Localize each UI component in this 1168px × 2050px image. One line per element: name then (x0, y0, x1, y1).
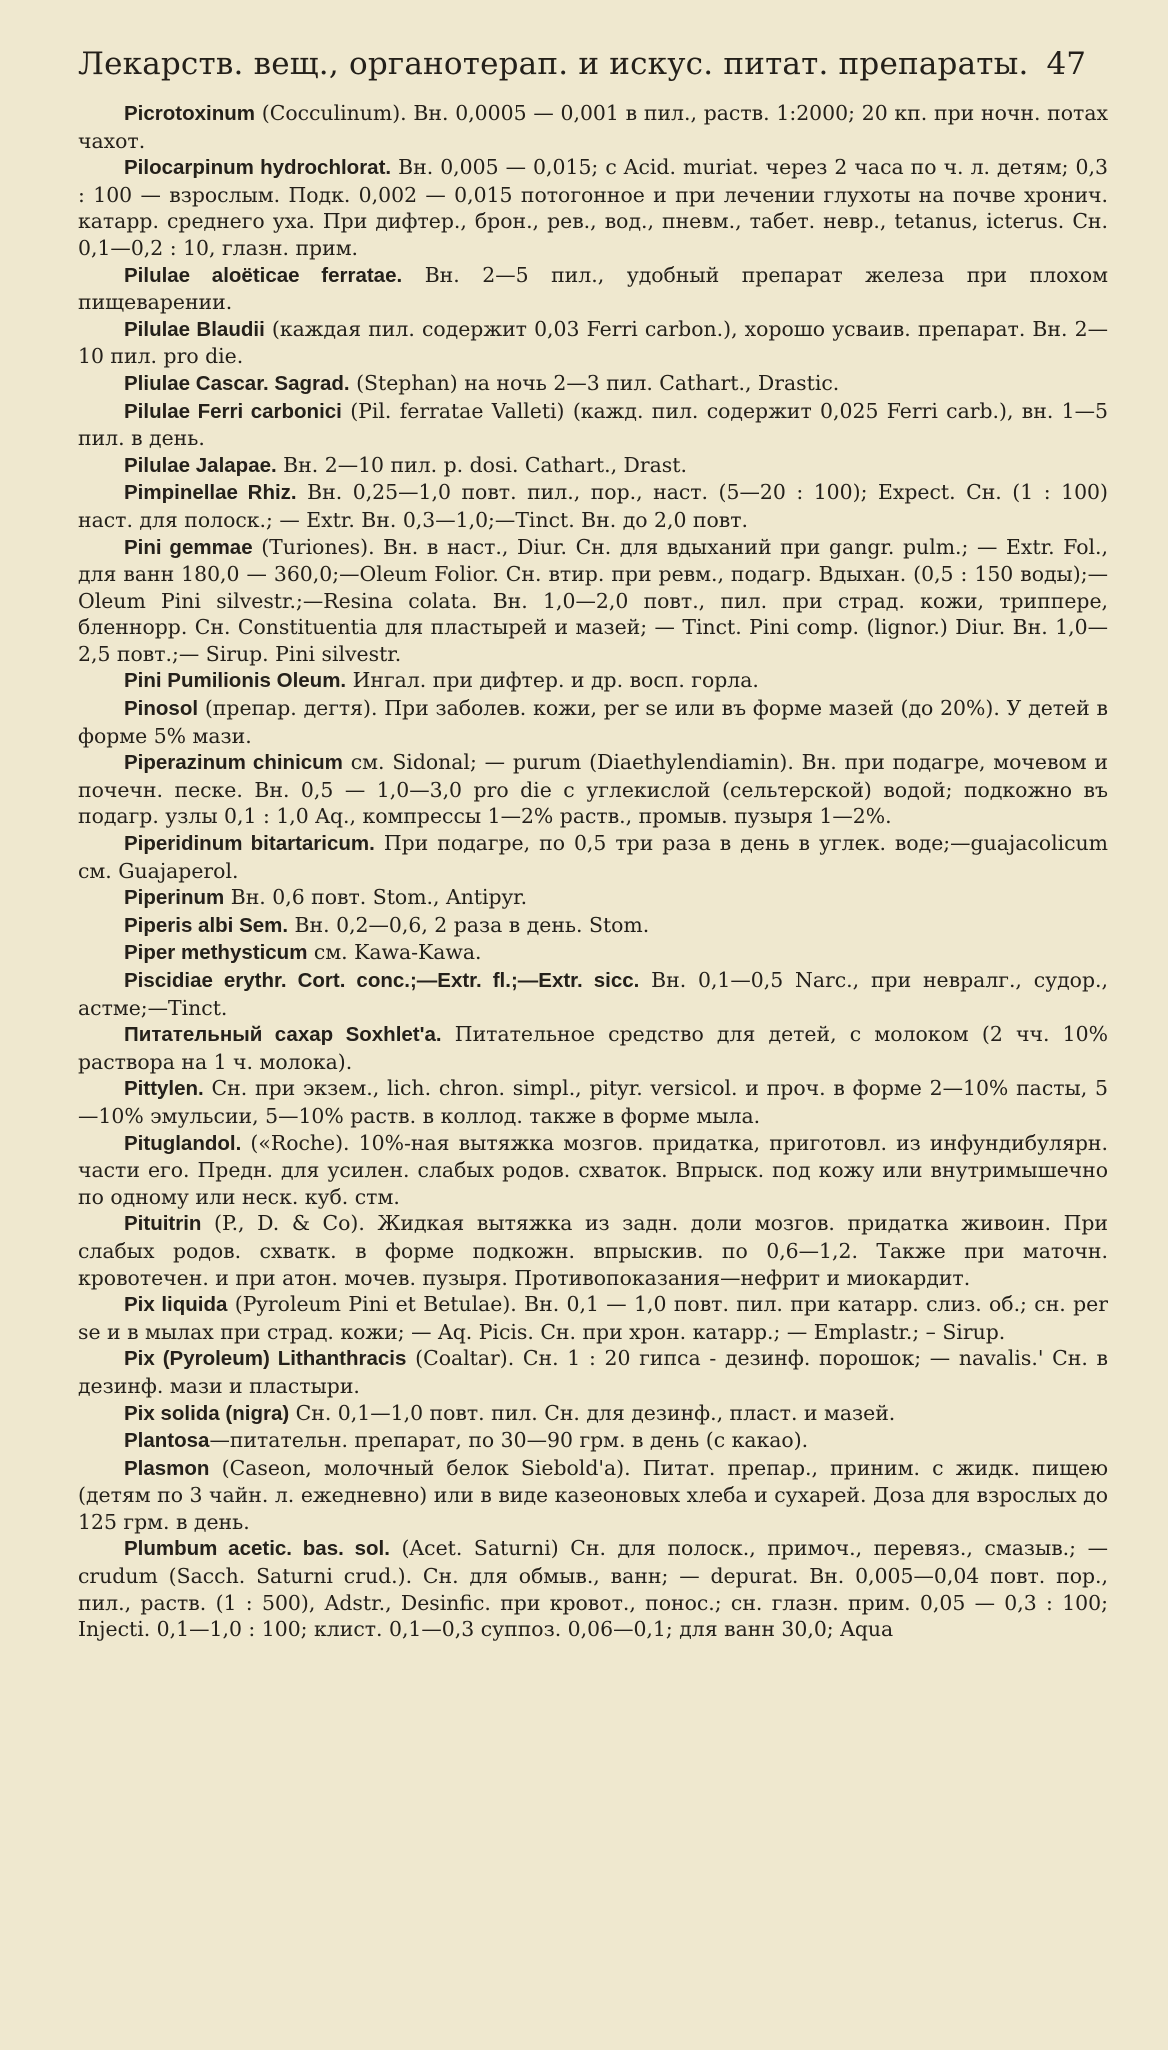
entry-text: Вн. 0,2—0,6, 2 раза в день. Stom. (288, 912, 650, 937)
entry-term: Picrotoxinum (124, 102, 255, 125)
entry (78, 939, 1108, 967)
entry (78, 1210, 1108, 1291)
entry-text: (Stephan) на ночь 2—3 пил. Cathart., Drastic. (349, 370, 840, 395)
entry-text: (каждая пил. содержит 0,03 Ferri carbon.), хорошо усваив. препарат. Вн. 2—10 пил. pro die. (78, 316, 1108, 369)
entry (78, 370, 1108, 398)
entry-term: Pix (Pyroleum) Lithanthracis (124, 1347, 407, 1371)
entry-text: см. Kawa-Kawa. (307, 940, 482, 965)
entry-text: Вн. 2—10 пил. p. dosi. Cathart., Drast. (276, 452, 687, 477)
entry-text: (Coaltar). Сн. 1 : 20 гипса - дезинф. порошок; — navalis.' Сн. в дезинф. мази и пластыри. (78, 1346, 1108, 1398)
entry-text: Вн. 0,1—0,5 Narc., при невралг., судор., астме;—Tinct. (78, 968, 1108, 1020)
entry (78, 398, 1108, 452)
entry-term: Pilulae Jalapae. (124, 453, 277, 477)
entry (78, 884, 1108, 912)
entry-text: Вн. 2—5 пил., удобный препарат железа при плохом пищеварении. (78, 262, 1108, 315)
entry-text: см. Sidonal; — purum (Diaethylendiamin). Вн. при подагре, мочевом и почечн. песке. Вн. 0,5 — 1,0—3,0 pro die с углекислой (сельтерской) водой; подкожно въ подагр. узлы 0,1 : 1,0 Aq., компрессы 1—2% раств., промыв. пузыря 1—2%. (78, 750, 1109, 829)
entry-text: (препар. дегтя). При заболев. кожи, per se или въ форме мазей (до 20%). У детей в форме 5% мази. (78, 696, 1108, 748)
entry (78, 695, 1108, 749)
entry-text: При подагре, по 0,5 три раза в день в углек. воде;—guajacolicum см. Guajaperol. (78, 831, 1109, 883)
entry-text: («Roche). 10%-ная вытяжка мозгов. придатка, приготовл. из инфундибулярн. части его. Предн. для усилен. слабых родов. схваток. Впрыск. под кожу или внутримышечно по одному или неск. куб. стм. (78, 1130, 1108, 1209)
entry (78, 1075, 1108, 1129)
entry (78, 1455, 1108, 1536)
entry-text: (P., D. & Co). Жидкая вытяжка из задн. доли мозгов. придатка живоин. При слабых родов. схватк. в форме подкожн. впрыскив. по 0,6—1,2. Также при маточн. кровотечен. и при атон. мочев. пузыря. Противопоказания—нефрит и миокардит. (78, 1211, 1108, 1290)
entry (78, 967, 1108, 1021)
entry (78, 1021, 1108, 1075)
entry (78, 1291, 1108, 1345)
entry-text: —питательн. препарат, по 30—90 грм. в день (с какао). (209, 1428, 809, 1453)
entry-text: Ингал. при дифтер. и др. восп. горла. (346, 668, 759, 693)
entry (78, 100, 1108, 154)
entry-term: Plumbum acetic. bas. sol. (124, 1537, 390, 1561)
entry-term: Pix solida (nigra) (124, 1401, 290, 1425)
entry-term: Pittylen. (124, 1077, 204, 1101)
entry-term: Plantosa (124, 1429, 210, 1453)
entry-term: Pilocarpinum hydrochlorat. (124, 156, 392, 180)
entry (78, 316, 1108, 370)
entry-term: Pix liquida (124, 1293, 228, 1317)
page-header (78, 46, 1108, 82)
entry-term: Pilulae Ferri carbonici (124, 399, 342, 423)
entry-text: Вн. 0,005 — 0,015; с Acid. muriat. через 2 часа по ч. л. детям; 0,3 : 100 — взрослым. Подк. 0,002 — 0,015 потогонное и при лечении глухоты на почве хронич. катарр. среднего уха. При дифтер., брон., рев., вод., пневм., табет. невр., tetanus, icterus. Сн. 0,1—0,2 : 10, глазн. прим. (78, 155, 1108, 260)
entry (78, 749, 1108, 830)
entry (78, 830, 1108, 884)
entry (78, 912, 1108, 940)
entry-text: Сн. при экзем., lich. chron. simpl., pityr. versicol. и проч. в форме 2—10% пасты, 5—10% эмульсии, 5—10% раств. в коллод. также в форме мыла. (78, 1076, 1108, 1128)
entry-term: Pituitrin (124, 1212, 202, 1236)
entry-text: (Turiones). Вн. в наст., Diur. Сн. для вдыханий при gangr. pulm.; — Extr. Fol., для ванн 180,0 — 360,0;—Oleum Folior. Сн. втир. при ревм., подагр. Вдыхан. (0,5 : 150 воды);—Oleum Pini silvestr.;—Resina colata. Вн. 1,0—2,0 повт., пил. при страд. кожи, триппере, бленнорр. Сн. Constituentia для пластырей и мазей; — Tinct. Pini comp. (lignor.) Diur. Вн. 1,0—2,5 повт.;— Sirup. Pini silvestr. (78, 534, 1108, 666)
entry-term: Pilulae Blaudii (124, 317, 265, 341)
entry-term: Piperinum (124, 886, 225, 910)
entries-list (78, 100, 1108, 1643)
entry-term: Pini Pumilionis Oleum. (124, 669, 347, 693)
entry-text: Вн. 0,6 повт. Stom., Antipyr. (224, 885, 528, 910)
entry (78, 1130, 1108, 1211)
entry-term: Piper methysticum (124, 941, 308, 965)
entry-term: Piperidinum bitartaricum. (124, 832, 375, 856)
entry-text: (Cocculinum). Вн. 0,0005 — 0,001 в пил., раств. 1:2000; 20 кп. при ночн. потах чахот. (78, 101, 1108, 153)
entry-text: (Caseon, молочный белок Siebold'a). Питат. препар., приним. с жидк. пищею (детям по 3 чайн. л. ежедневно) или в виде казеоновых хлеба и сухарей. Доза для взрослых до 125 грм. в день. (78, 1455, 1108, 1534)
entry-term: Pinosol (124, 697, 199, 721)
entry (78, 262, 1108, 316)
entry-text: (Pil. ferratae Valleti) (кажд. пил. содержит 0,025 Ferri carb.), вн. 1—5 пил. в день. (78, 398, 1108, 451)
entry-term: Питательный сахар Soxhlet'a. (124, 1023, 442, 1047)
entry-term: Piperazinum chinicum (124, 751, 343, 775)
entry-term: Pituglandol. (124, 1131, 242, 1155)
entry (78, 534, 1108, 668)
entry (78, 452, 1108, 480)
entry-term: Pimpinellae Rhiz. (124, 481, 297, 505)
entry (78, 1427, 1108, 1455)
entry-term: Piperis albi Sem. (124, 913, 289, 937)
entry-term: Plasmon (124, 1456, 210, 1480)
entry-text: Питательное средство для детей, с молоком (2 чч. 10% раствора на 1 ч. молока). (78, 1022, 1108, 1074)
entry-text: Сн. 0,1—1,0 повт. пил. Сн. для дезинф., пласт. и мазей. (289, 1400, 896, 1425)
entry-text: (Pyroleum Pini et Betulae). Вн. 0,1 — 1,0 повт. пил. при катарр. слиз. об.; сн. per se и в мылах при страд. кожи; — Aq. Picis. Сн. при хрон. катарр.; — Emplastr.; – Sirup. (78, 1292, 1108, 1344)
entry (78, 154, 1108, 261)
entry-text: (Acet. Saturni) Сн. для полоск., примоч., перевяз., смазыв.; — crudum (Sacch. Saturni crud.). Сн. для обмыв., ванн; — depurat. Вн. 0,005—0,04 повт. пор., пил., раств. (1 : 500), Adstr., Desinfic. при кровот., понос.; сн. глазн. прим. 0,05 — 0,3 : 100; Injecti. 0,1—1,0 : 100; клист. 0,1—0,3 суппоз. 0,06—0,1; для ванн 30,0; Aqua (78, 1536, 1108, 1642)
header-title: Лекарств. вещ., органотерап. и искус. питат. препараты. (78, 46, 1029, 82)
entry (78, 667, 1108, 695)
entry-term: Pini gemmae (124, 535, 253, 559)
page-number: 47 (1046, 46, 1086, 82)
entry (78, 1400, 1108, 1428)
entry-term: Pliulae Cascar. Sagrad. (124, 371, 350, 395)
entry (78, 1345, 1108, 1399)
entry (78, 479, 1108, 533)
entry (78, 1535, 1108, 1642)
entry-term: Pilulae aloëticae ferratae. (124, 263, 403, 287)
entry-text: Вн. 0,25—1,0 повт. пил., пор., наст. (5—20 : 100); Expect. Сн. (1 : 100) наст. для полоск.; — Extr. Вн. 0,3—1,0;—Tinct. Вн. до 2,0 повт. (78, 480, 1108, 532)
entry-term: Piscidiae erythr. Cort. conc.;—Extr. fl.;—Extr. sicc. (124, 969, 640, 992)
